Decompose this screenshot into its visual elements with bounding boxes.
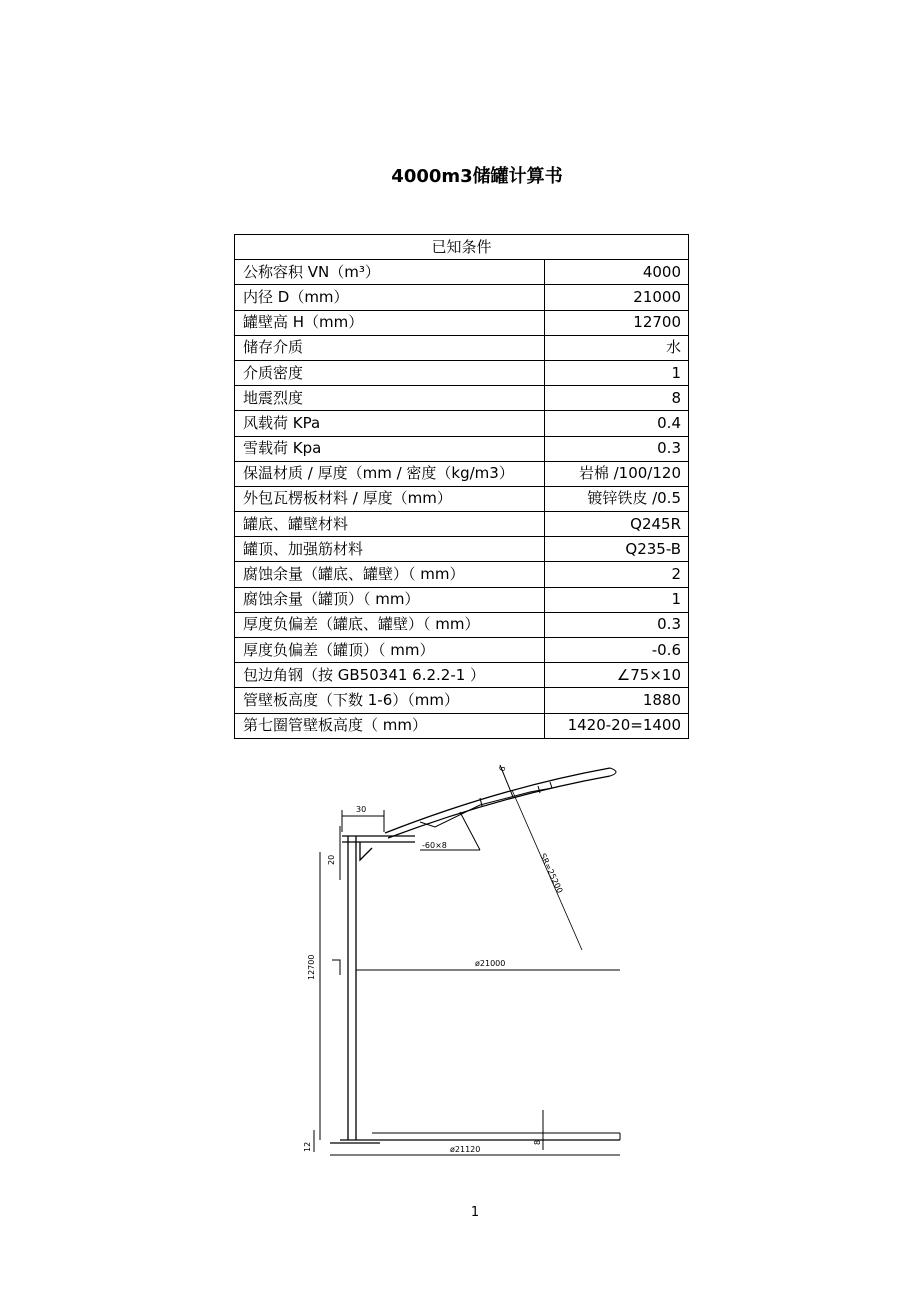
- table-row: [235, 360, 689, 385]
- inner-diameter-label: ø21000: [475, 959, 506, 968]
- row-label: 外包瓦楞板材料 / 厚度（mm）: [235, 486, 545, 511]
- table-row: [235, 688, 689, 713]
- table-row: [235, 310, 689, 335]
- row-value: 1: [545, 587, 689, 612]
- roof-thk-label: 6: [497, 764, 508, 773]
- row-label: 第七圈管壁板高度（ mm）: [235, 713, 545, 738]
- table-row: [235, 537, 689, 562]
- page-number: 1: [470, 1205, 480, 1220]
- row-value: 12700: [545, 310, 689, 335]
- row-value: ∠75×10: [545, 663, 689, 688]
- table-row: [235, 436, 689, 461]
- tank-section-drawing: [300, 760, 640, 1165]
- table-row: [235, 612, 689, 637]
- row-value: 2: [545, 562, 689, 587]
- table-row: [235, 638, 689, 663]
- row-label: 厚度负偏差（罐顶）（ mm）: [235, 638, 545, 663]
- row-value: 8: [545, 386, 689, 411]
- row-value: 镀锌铁皮 /0.5: [545, 486, 689, 511]
- table-row: [235, 562, 689, 587]
- table-row: [235, 713, 689, 738]
- table-row: [235, 260, 689, 285]
- row-label: 公称容积 VN（m³）: [235, 260, 545, 285]
- bottom-diameter-label: ø21120: [450, 1145, 481, 1154]
- top-width-label: 30: [356, 805, 367, 814]
- table-row: [235, 663, 689, 688]
- row-label: 罐壁高 H（mm）: [235, 310, 545, 335]
- row-label: 风载荷 KPa: [235, 411, 545, 436]
- row-label: 腐蚀余量（罐底、罐壁）（ mm）: [235, 562, 545, 587]
- row-label: 保温材质 / 厚度（mm / 密度（kg/m3）: [235, 461, 545, 486]
- table-row: [235, 461, 689, 486]
- row-label: 介质密度: [235, 360, 545, 385]
- row-value: -0.6: [545, 638, 689, 663]
- row-label: 储存介质: [235, 335, 545, 360]
- table-row: [235, 386, 689, 411]
- table-row: [235, 486, 689, 511]
- row-value: Q235-B: [545, 537, 689, 562]
- bottom-edge-label: 12: [303, 1141, 312, 1152]
- table-row: [235, 285, 689, 310]
- row-label: 罐底、罐壁材料: [235, 512, 545, 537]
- row-value: Q245R: [545, 512, 689, 537]
- row-label: 雪载荷 Kpa: [235, 436, 545, 461]
- row-value: 水: [545, 335, 689, 360]
- table-header-row: [235, 235, 689, 260]
- row-label: 地震烈度: [235, 386, 545, 411]
- row-label: 管壁板高度（下数 1-6）（mm）: [235, 688, 545, 713]
- row-value: 1880: [545, 688, 689, 713]
- row-label: 腐蚀余量（罐顶）（ mm）: [235, 587, 545, 612]
- table-row: [235, 587, 689, 612]
- table-header: 已知条件: [235, 235, 689, 260]
- row-value: 21000: [545, 285, 689, 310]
- document-title: 4000m3储罐计算书: [391, 166, 563, 187]
- table-row: [235, 335, 689, 360]
- row-value: 4000: [545, 260, 689, 285]
- shell-height-label: 12700: [307, 954, 316, 980]
- table-row: [235, 512, 689, 537]
- known-conditions-table: [234, 234, 689, 739]
- top-height-label: 20: [327, 854, 336, 865]
- row-label: 罐顶、加强筋材料: [235, 537, 545, 562]
- row-value: 1: [545, 360, 689, 385]
- row-label: 包边角钢（按 GB50341 6.2.2-1 ）: [235, 663, 545, 688]
- row-label: 厚度负偏差（罐底、罐壁）（ mm）: [235, 612, 545, 637]
- bottom-thk-label: 8: [533, 1139, 542, 1145]
- row-value: 岩棉 /100/120: [545, 461, 689, 486]
- row-value: 0.3: [545, 612, 689, 637]
- roof-plate-inner: [388, 776, 610, 838]
- row-value: 0.3: [545, 436, 689, 461]
- radius-label: SR=25200: [538, 852, 565, 895]
- row-value: 1420-20=1400: [545, 713, 689, 738]
- row-value: 0.4: [545, 411, 689, 436]
- row-label: 内径 D（mm）: [235, 285, 545, 310]
- table-row: [235, 411, 689, 436]
- rib-label: -60×8: [422, 841, 447, 850]
